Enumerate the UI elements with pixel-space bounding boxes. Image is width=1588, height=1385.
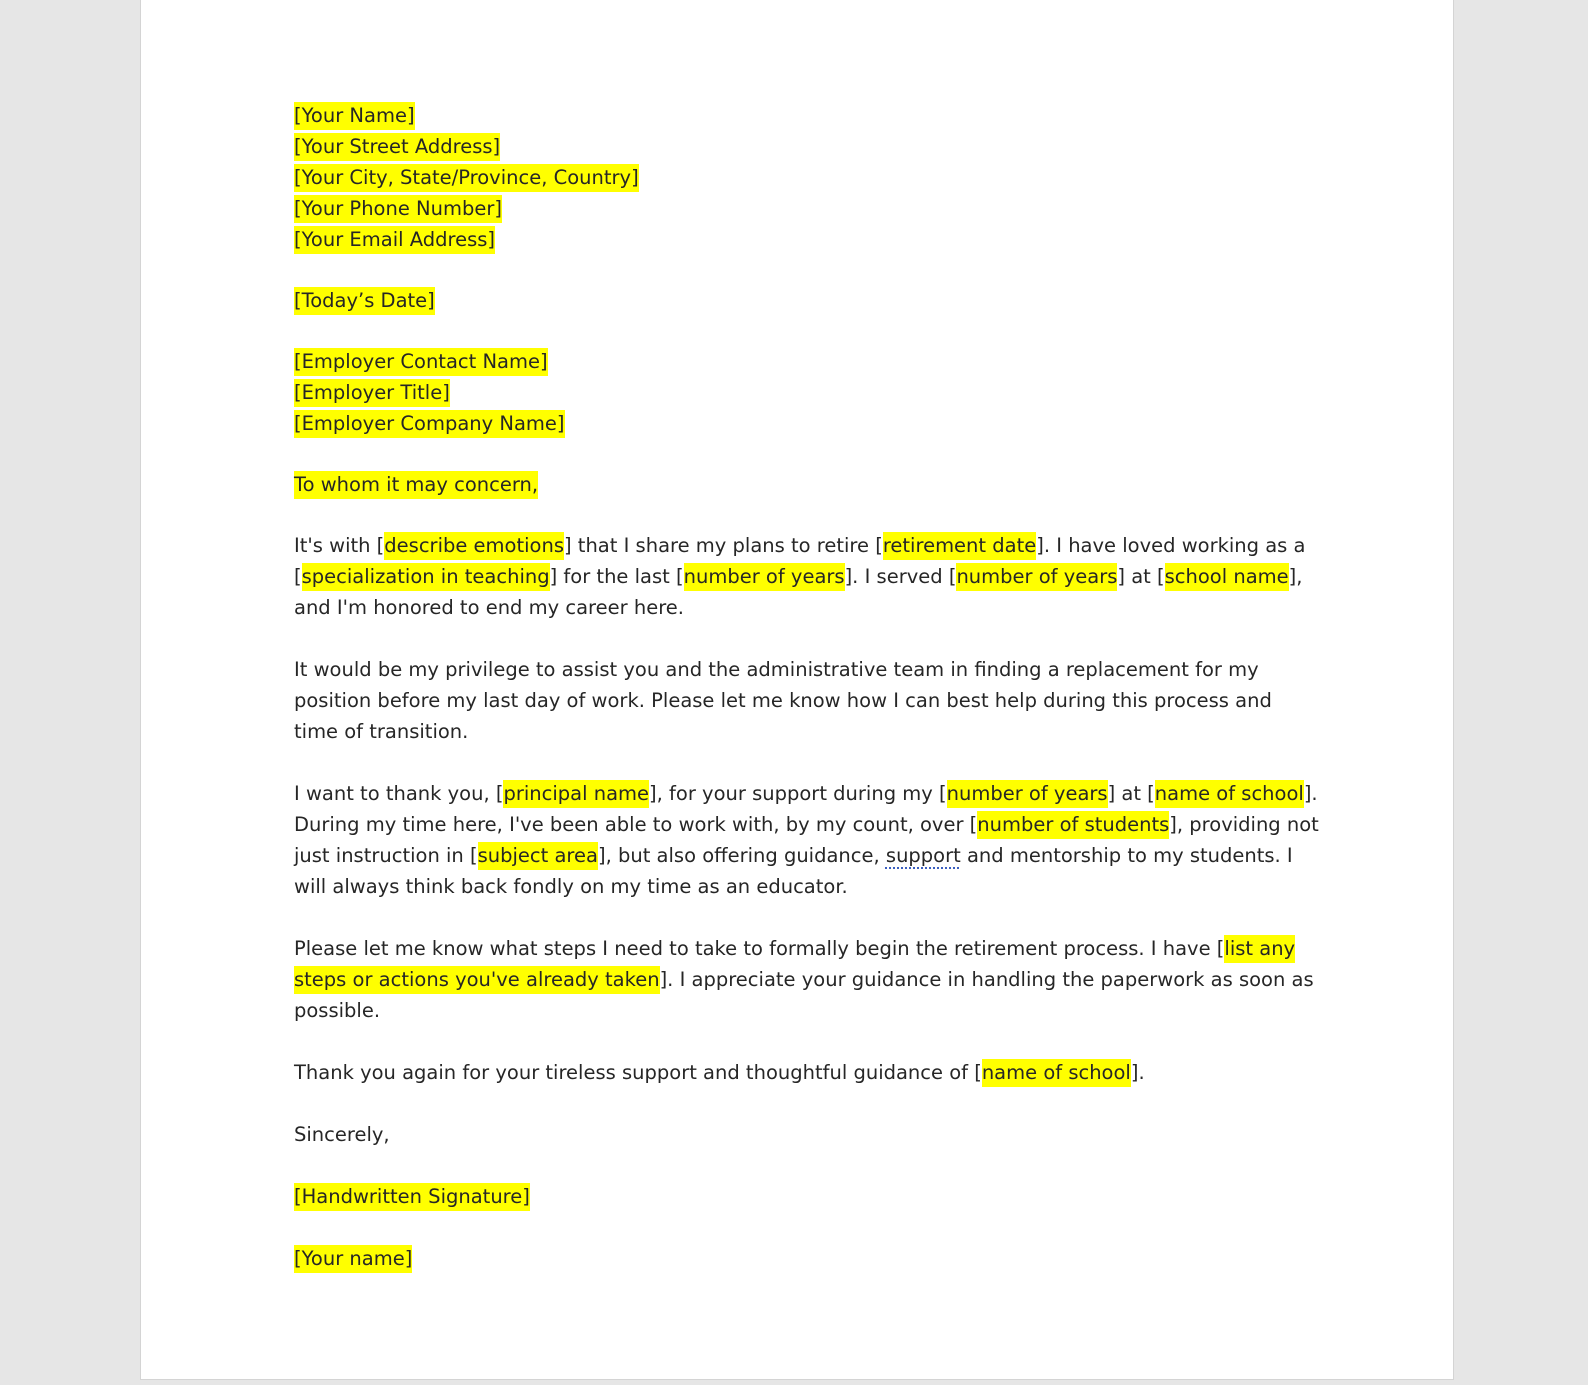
- placeholder-principal-name[interactable]: principal name: [503, 780, 649, 808]
- placeholder-signature[interactable]: [Handwritten Signature]: [294, 1183, 530, 1211]
- p3-text: I want to thank you, [: [294, 782, 504, 805]
- p4-text: ]. I appreciate your guidance in handling the paperwork as soon as: [659, 968, 1314, 991]
- p2-line: position before my last day of work. Please let me know how I can best help during this process and: [294, 689, 1272, 712]
- placeholder-name-of-school[interactable]: name of school: [982, 1059, 1131, 1087]
- employer-contact[interactable]: [Employer Contact Name]: [294, 348, 548, 376]
- p1-text: It's with [: [294, 534, 385, 557]
- placeholder-number-of-years[interactable]: number of years: [684, 563, 845, 591]
- paragraph-3: [294, 778, 1319, 902]
- sender-address-block: [294, 100, 1304, 255]
- p1-text: ] for the last [: [549, 565, 684, 588]
- p3-text: ], but also offering guidance,: [597, 844, 886, 867]
- spellcheck-flagged-word[interactable]: support: [885, 844, 961, 867]
- p3-text: During my time here, I've been able to work with, by my count, over [: [294, 813, 978, 836]
- p3-text: ] at [: [1107, 782, 1155, 805]
- sender-street[interactable]: [Your Street Address]: [294, 133, 500, 161]
- paragraph-1: [294, 530, 1304, 623]
- p1-text: and I'm honored to end my career here.: [294, 596, 684, 619]
- p1-text: [: [294, 565, 302, 588]
- p3-text: ].: [1303, 782, 1318, 805]
- sender-phone[interactable]: [Your Phone Number]: [294, 195, 502, 223]
- closing: [294, 1119, 1304, 1150]
- p3-text: ], providing not: [1169, 813, 1319, 836]
- p2-line: It would be my privilege to assist you and the administrative team in finding a replacement for my: [294, 658, 1259, 681]
- signature-block: [294, 1181, 1304, 1212]
- p1-text: ],: [1288, 565, 1303, 588]
- placeholder-list-steps-cont[interactable]: steps or actions you've already taken: [294, 966, 660, 994]
- placeholder-number-of-years-served[interactable]: number of years: [956, 563, 1117, 591]
- p3-text: ], for your support during my [: [649, 782, 947, 805]
- salutation-block: [294, 469, 1304, 500]
- todays-date[interactable]: [Today’s Date]: [294, 287, 435, 315]
- placeholder-school-name[interactable]: school name: [1165, 563, 1289, 591]
- letter-body: [294, 100, 1319, 1305]
- document-page: [140, 0, 1454, 1380]
- final-name-block: [294, 1243, 1304, 1274]
- salutation[interactable]: To whom it may concern,: [294, 471, 538, 499]
- sender-email[interactable]: [Your Email Address]: [294, 226, 495, 254]
- employer-company[interactable]: [Employer Company Name]: [294, 410, 565, 438]
- p2-line: time of transition.: [294, 720, 469, 743]
- sender-city[interactable]: [Your City, State/Province, Country]: [294, 164, 639, 192]
- placeholder-subject-area[interactable]: subject area: [478, 842, 598, 870]
- placeholder-number-of-students[interactable]: number of students: [977, 811, 1169, 839]
- paragraph-4: [294, 933, 1314, 1026]
- placeholder-specialization[interactable]: specialization in teaching: [302, 563, 550, 591]
- placeholder-name-of-school[interactable]: name of school: [1155, 780, 1304, 808]
- p3-text: and mentorship to my students. I: [960, 844, 1293, 867]
- p3-text: will always think back fondly on my time as an educator.: [294, 875, 848, 898]
- date-block: [294, 285, 1304, 316]
- placeholder-your-name[interactable]: [Your name]: [294, 1245, 412, 1273]
- placeholder-list-steps[interactable]: list any: [1224, 935, 1295, 963]
- paragraph-5: [294, 1057, 1304, 1088]
- p1-text: ]. I served [: [844, 565, 957, 588]
- placeholder-describe-emotions[interactable]: describe emotions: [384, 532, 564, 560]
- p5-text: Thank you again for your tireless support and thoughtful guidance of [: [294, 1061, 982, 1084]
- p1-text: ] that I share my plans to retire [: [564, 534, 883, 557]
- placeholder-number-of-years[interactable]: number of years: [947, 780, 1108, 808]
- p5-text: ].: [1130, 1061, 1145, 1084]
- placeholder-retirement-date[interactable]: retirement date: [883, 532, 1036, 560]
- closing-text: Sincerely,: [294, 1123, 390, 1146]
- employer-title[interactable]: [Employer Title]: [294, 379, 450, 407]
- p1-text: ]. I have loved working as a: [1036, 534, 1306, 557]
- sender-name[interactable]: [Your Name]: [294, 102, 415, 130]
- p4-text: Please let me know what steps I need to take to formally begin the retirement process. I have [: [294, 937, 1225, 960]
- p4-text: possible.: [294, 999, 381, 1022]
- p3-text: just instruction in [: [294, 844, 478, 867]
- p1-text: ] at [: [1117, 565, 1165, 588]
- paragraph-2: [294, 654, 1304, 747]
- employer-block: [294, 346, 1304, 439]
